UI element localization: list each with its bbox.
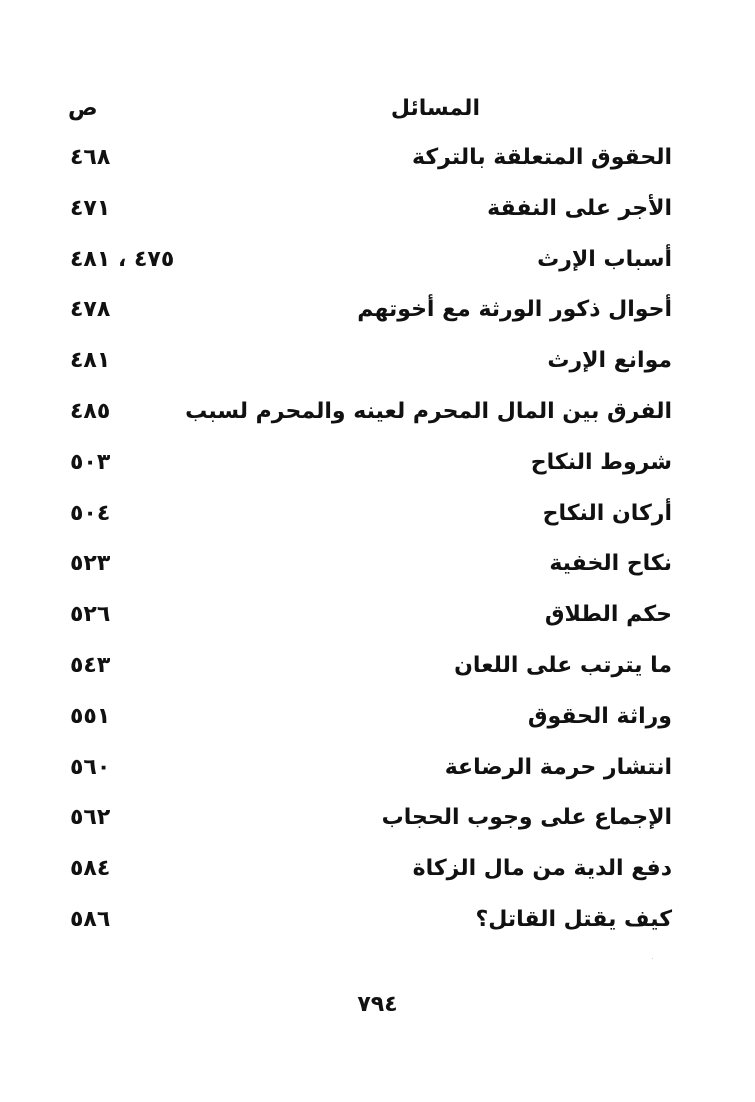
index-list xyxy=(62,141,672,954)
entry-page-number: ٥٢٦ xyxy=(70,602,111,628)
entry-title: وراثة الحقوق xyxy=(527,703,672,729)
entry-page-number: ٥٨٤ xyxy=(70,856,111,882)
index-entry xyxy=(62,344,672,395)
index-header xyxy=(62,96,672,132)
index-entry xyxy=(62,801,672,852)
index-entry xyxy=(62,547,672,598)
entry-page-number: ٥٠٣ xyxy=(70,449,111,475)
entry-page-number: ٤٧٥ ، ٤٨١ xyxy=(70,246,175,272)
entry-page-number: ٥٦٠ xyxy=(70,754,111,780)
entry-page-number: ٥٦٢ xyxy=(70,805,111,831)
entry-title: شروط النكاح xyxy=(530,449,672,475)
index-entry xyxy=(62,446,672,497)
entry-title: الإجماع على وجوب الحجاب xyxy=(381,805,672,831)
index-entry xyxy=(62,598,672,649)
index-entry xyxy=(62,141,672,192)
entry-title: الفرق بين المال المحرم لعينه والمحرم لسبب xyxy=(185,398,672,424)
index-entry xyxy=(62,243,672,294)
index-entry xyxy=(62,395,672,446)
entry-title: أحوال ذكور الورثة مع أخوتهم xyxy=(357,297,672,323)
entry-title: نكاح الخفية xyxy=(549,551,672,577)
entry-page-number: ٤٨٥ xyxy=(70,398,111,424)
entry-page-number: ٤٧١ xyxy=(70,195,111,221)
entry-title: الأجر على النفقة xyxy=(487,195,672,221)
entry-page-number: ٥٤٣ xyxy=(70,652,111,678)
entry-title: ما يترتب على اللعان xyxy=(454,652,672,678)
index-entry xyxy=(62,751,672,802)
entry-page-number: ٥٢٣ xyxy=(70,551,111,577)
page-number: ٧٩٤ xyxy=(357,992,398,1017)
index-entry xyxy=(62,649,672,700)
entry-title: الحقوق المتعلقة بالتركة xyxy=(412,145,672,170)
entry-title: انتشار حرمة الرضاعة xyxy=(444,754,672,780)
entry-page-number: ٥٥١ xyxy=(70,703,111,729)
entry-title: موانع الإرث xyxy=(547,348,672,374)
index-entry xyxy=(62,497,672,548)
index-entry xyxy=(62,293,672,344)
scan-speck xyxy=(652,958,653,959)
entry-title: أركان النكاح xyxy=(542,500,672,526)
entry-title: دفع الدية من مال الزكاة xyxy=(412,856,672,882)
entry-page-number: ٤٦٨ xyxy=(70,145,111,170)
index-entry xyxy=(62,192,672,243)
entry-title: كيف يقتل القاتل؟ xyxy=(475,906,672,932)
entry-page-number: ٤٨١ xyxy=(70,348,111,374)
entry-title: أسباب الإرث xyxy=(537,246,672,272)
index-entry xyxy=(62,903,672,954)
column-heading-page: ص xyxy=(68,96,98,121)
entry-title: حكم الطلاق xyxy=(544,602,672,628)
index-entry xyxy=(62,852,672,903)
entry-page-number: ٥٨٦ xyxy=(70,906,111,932)
index-entry xyxy=(62,700,672,751)
entry-page-number: ٤٧٨ xyxy=(70,297,111,323)
entry-page-number: ٥٠٤ xyxy=(70,500,111,526)
column-heading-topics: المسائل xyxy=(390,96,480,121)
